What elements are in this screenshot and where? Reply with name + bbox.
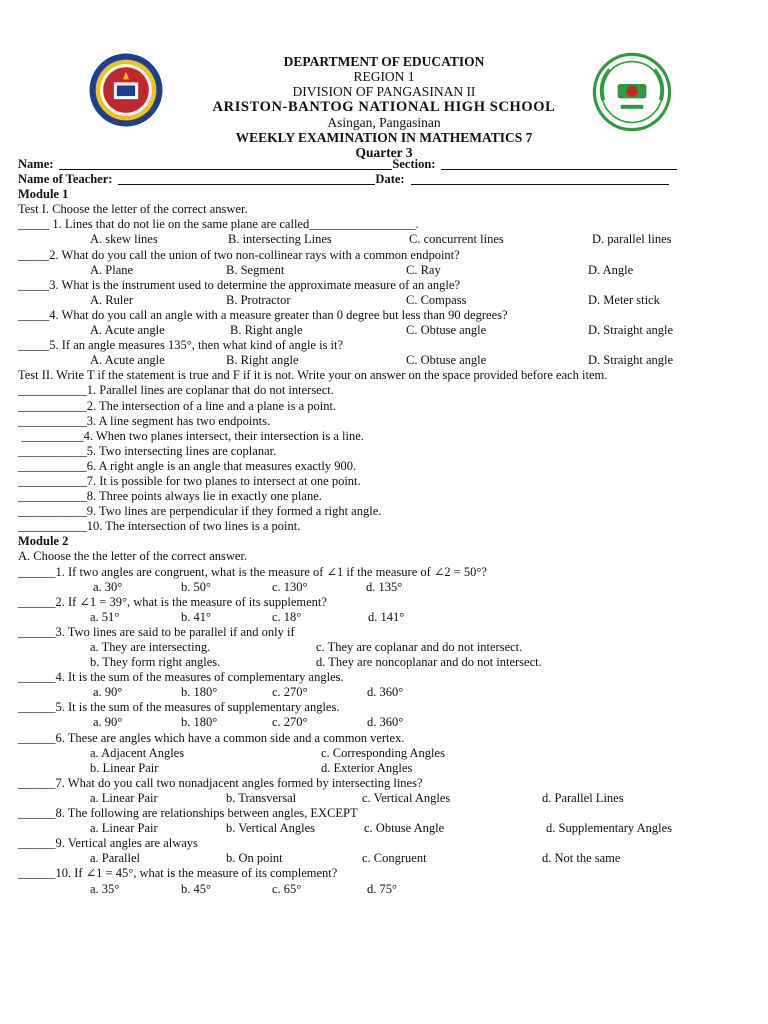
- tf-item: ___________1. Parallel lines are coplanar that do not intersect.: [18, 383, 334, 398]
- exam-title: WEEKLY EXAMINATION IN MATHEMATICS 7: [235, 130, 533, 146]
- option[interactable]: c. 270°: [272, 685, 308, 700]
- question-stem: ______2. If ∠1 = 39°, what is the measure of its supplement?: [18, 594, 327, 609]
- option[interactable]: C. Compass: [406, 292, 467, 307]
- module2-instructions: A. Choose the the letter of the correct answer.: [18, 549, 248, 564]
- tf-list: [18, 383, 753, 534]
- option[interactable]: d. Parallel Lines: [542, 790, 624, 805]
- question-stem: _____2. What do you call the union of two non-collinear rays with a common endpoint?: [18, 247, 460, 262]
- dept-name: DEPARTMENT OF EDUCATION: [283, 54, 485, 69]
- question-options: [18, 353, 753, 368]
- location: Asingan, Pangasinan: [327, 114, 441, 130]
- option[interactable]: b. 41°: [181, 609, 211, 624]
- teacher-label: Name of Teacher:: [18, 172, 113, 187]
- tf-item: ___________6. A right angle is an angle that measures exactly 900.: [18, 458, 357, 473]
- option[interactable]: b. 180°: [181, 685, 218, 700]
- name-section-row: [18, 157, 753, 172]
- question-options: [18, 232, 753, 247]
- option[interactable]: b. 50°: [181, 579, 211, 594]
- option[interactable]: a. Parallel: [90, 851, 140, 866]
- option[interactable]: C. concurrent lines: [409, 232, 504, 247]
- question-stem: ______3. Two lines are said to be parallel if and only if: [18, 624, 295, 639]
- tf-item: ___________8. Three points always lie in exactly one plane.: [18, 489, 322, 504]
- teacher-date-row: [18, 172, 753, 187]
- m2-question: [18, 731, 753, 776]
- option[interactable]: B. Right angle: [226, 353, 299, 368]
- option[interactable]: c. Obtuse Angle: [364, 821, 445, 836]
- option[interactable]: c. 65°: [272, 881, 302, 896]
- option[interactable]: c. Corresponding Angles: [321, 745, 445, 760]
- option[interactable]: A. Plane: [90, 262, 134, 277]
- tf-item: ___________5. Two intersecting lines are coplanar.: [18, 443, 277, 458]
- option[interactable]: D. Straight angle: [588, 353, 674, 368]
- tf-item: ___________10. The intersection of two lines is a point.: [18, 519, 301, 534]
- m2-question: [18, 700, 753, 730]
- m2-question: [18, 866, 753, 896]
- option[interactable]: D. Meter stick: [588, 292, 660, 307]
- module1-title: Module 1: [18, 187, 69, 202]
- section-label: Section:: [392, 157, 436, 171]
- question-stem: ______6. These are angles which have a common side and a common vertex.: [18, 730, 405, 745]
- option[interactable]: c. Vertical Angles: [362, 790, 451, 805]
- option[interactable]: a. Linear Pair: [90, 821, 158, 836]
- question-options: [18, 791, 753, 806]
- option[interactable]: b. Linear Pair: [90, 760, 159, 775]
- question-options: [18, 882, 753, 897]
- option[interactable]: a. Adjacent Angles: [90, 745, 185, 760]
- m2-question: [18, 670, 753, 700]
- option[interactable]: d. 75°: [367, 881, 397, 896]
- m1-question: [18, 248, 753, 278]
- question-options: [18, 746, 753, 761]
- option[interactable]: b. They form right angles.: [90, 655, 221, 670]
- m1-question: [18, 308, 753, 338]
- tf-item: ___________9. Two lines are perpendicular if they formed a right angle.: [18, 504, 382, 519]
- division: DIVISION OF PANGASINAN II: [292, 84, 476, 100]
- question-options: [18, 761, 753, 776]
- option[interactable]: c. They are coplanar and do not intersect.: [316, 640, 523, 654]
- option[interactable]: C. Obtuse angle: [406, 353, 487, 368]
- question-options: [18, 610, 753, 625]
- option[interactable]: a. 90°: [93, 685, 123, 700]
- m1-question: [18, 338, 753, 368]
- option[interactable]: D. parallel lines: [592, 232, 672, 247]
- question-stem: ______10. If ∠1 = 45°, what is the measure of its complement?: [18, 866, 338, 881]
- option[interactable]: a. 90°: [93, 715, 123, 730]
- section-field[interactable]: [441, 157, 677, 170]
- option[interactable]: A. Ruler: [90, 292, 134, 307]
- question-options: [18, 293, 753, 308]
- option[interactable]: d. Not the same: [542, 851, 621, 866]
- question-options: [18, 715, 753, 730]
- question-stem: _____4. What do you call an angle with a measure greater than 0 degree but less than 90 degrees?: [18, 307, 508, 322]
- option[interactable]: d. 360°: [367, 685, 404, 700]
- option[interactable]: B. intersecting Lines: [228, 232, 332, 247]
- school-name: ARISTON-BANTOG NATIONAL HIGH SCHOOL: [212, 98, 556, 115]
- option[interactable]: d. Supplementary Angles: [546, 821, 673, 836]
- option[interactable]: b. 180°: [181, 715, 218, 730]
- question-options: [18, 685, 753, 700]
- option[interactable]: B. Segment: [226, 262, 285, 277]
- option[interactable]: b. Transversal: [226, 790, 297, 805]
- option[interactable]: d. 360°: [367, 715, 404, 730]
- question-stem: ______7. What do you call two nonadjacent angles formed by intersecting lines?: [18, 775, 423, 790]
- option[interactable]: A. skew lines: [90, 232, 158, 247]
- question-stem: _____3. What is the instrument used to determine the approximate measure of an angle?: [18, 277, 460, 292]
- date-field[interactable]: [411, 172, 669, 185]
- option[interactable]: A. Acute angle: [90, 323, 165, 338]
- tf-item: __________4. When two planes intersect, their intersection is a line.: [18, 428, 364, 443]
- question-stem: ______8. The following are relationships between angles, EXCEPT: [18, 806, 358, 821]
- option[interactable]: A. Acute angle: [90, 353, 165, 368]
- option[interactable]: b. On point: [226, 851, 283, 866]
- question-options: [18, 263, 753, 278]
- option[interactable]: b. 45°: [181, 881, 211, 896]
- m2-question: [18, 776, 753, 806]
- option[interactable]: d. They are noncoplanar and do not intersect.: [316, 655, 542, 670]
- m2-question: [18, 806, 753, 836]
- option[interactable]: D. Angle: [588, 262, 634, 277]
- question-options: [18, 580, 753, 595]
- m1-question: [18, 217, 753, 247]
- m2-question: [18, 625, 753, 670]
- question-stem: ______4. It is the sum of the measures of complementary angles.: [18, 670, 344, 685]
- question-stem: ______5. It is the sum of the measures of supplementary angles.: [18, 700, 340, 715]
- m2-question: [18, 565, 753, 595]
- option[interactable]: B. Protractor: [226, 292, 291, 307]
- question-options: [18, 851, 753, 866]
- option[interactable]: B. Right angle: [230, 323, 303, 338]
- module2-title: Module 2: [18, 534, 69, 549]
- option[interactable]: C. Obtuse angle: [406, 323, 487, 338]
- teacher-field[interactable]: [118, 172, 375, 185]
- question-stem: _____5. If an angle measures 135°, then what kind of angle is it?: [18, 338, 344, 353]
- option[interactable]: a. Linear Pair: [90, 790, 158, 805]
- question-options: [18, 323, 753, 338]
- m1-question: [18, 278, 753, 308]
- date-label: Date:: [375, 172, 405, 187]
- question-stem: _____ 1. Lines that do not lie on the same plane are called_________________.: [18, 217, 419, 232]
- question-stem: ______1. If two angles are congruent, what is the measure of ∠1 if the measure of ∠2 = 50°?: [18, 564, 487, 579]
- question-stem: ______9. Vertical angles are always: [18, 836, 198, 851]
- question-options: [18, 655, 753, 670]
- option[interactable]: c. 270°: [272, 715, 308, 730]
- question-options: [18, 821, 753, 836]
- question-options: [18, 640, 753, 655]
- m2-question: [18, 836, 753, 866]
- test2-instructions: Test II. Write T if the statement is true and F if it is not. Write your on answer on the space provided before each item.: [18, 368, 608, 383]
- option[interactable]: d. 141°: [368, 609, 405, 624]
- tf-item: ___________7. It is possible for two planes to intersect at one point.: [18, 473, 361, 488]
- option[interactable]: C. Ray: [406, 262, 441, 277]
- name-field[interactable]: [59, 157, 392, 170]
- option[interactable]: c. Congruent: [362, 851, 427, 866]
- option[interactable]: d. Exterior Angles: [321, 760, 413, 775]
- option[interactable]: d. 135°: [366, 579, 403, 594]
- test1-instructions: Test I. Choose the letter of the correct answer.: [18, 202, 248, 217]
- m2-question: [18, 595, 753, 625]
- exam-content: [18, 157, 753, 897]
- option[interactable]: a. They are intersecting.: [90, 640, 211, 654]
- name-label: Name:: [18, 157, 54, 171]
- exam-header: [150, 54, 618, 160]
- region: REGION 1: [353, 69, 415, 85]
- option[interactable]: D. Straight angle: [588, 323, 674, 338]
- option[interactable]: c. 130°: [272, 579, 308, 594]
- tf-item: ___________2. The intersection of a line and a plane is a point.: [18, 398, 337, 413]
- quarter: Quarter 3: [355, 145, 413, 161]
- option[interactable]: a. 35°: [90, 881, 120, 896]
- tf-item: ___________3. A line segment has two endpoints.: [18, 413, 271, 428]
- option[interactable]: a. 30°: [93, 579, 123, 594]
- option[interactable]: c. 18°: [272, 609, 302, 624]
- option[interactable]: a. 51°: [90, 609, 120, 624]
- option[interactable]: b. Vertical Angles: [226, 821, 315, 836]
